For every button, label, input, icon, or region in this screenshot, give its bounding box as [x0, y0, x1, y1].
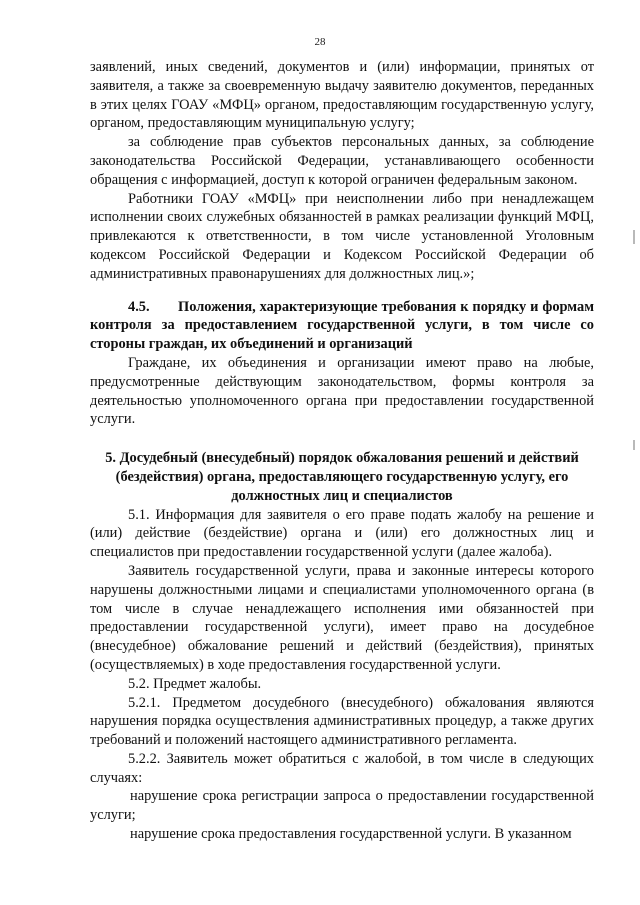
section-4-5-number: 4.5. [128, 298, 150, 315]
section-5-applicant: Заявитель государственной услуги, права и законные интересы которого нарушены должностными лицами и специалистами уполномоченного органа (в том числе в случае ненадлежащего исполнения ими обязанностей при предоставлении государственной услуги), имеет право на досудебное (внесудебное) обжалование решений и действий (бездействия), принятых (осуществляемых) в ходе предоставления государственной услуги. [90, 562, 594, 673]
document-body [90, 58, 594, 844]
section-5-2-1: 5.2.1. Предметом досудебного (внесудебного) обжалования являются нарушения порядка осуществления административных процедур, а также других требований и положений настоящего административного регламента. [90, 694, 594, 749]
page-number: 28 [314, 36, 326, 48]
section-4-5-title: Положения, характеризующие требования к порядку и формам контроля за предоставлением государственной услуги, в том числе со стороны граждан, их объединений и организаций [90, 298, 594, 353]
scan-artifact [633, 440, 635, 450]
list-item-deadline: нарушение срока предоставления государственной услуги. В указанном [130, 826, 572, 843]
section-4-5-heading [90, 298, 594, 354]
paragraph-mfc-workers: Работники ГОАУ «МФЦ» при неисполнении либо при ненадлежащем исполнении своих служебных обязанностей в рамках реализации функций МФЦ, привлекаются к ответственности, в том числе установленной Уголовным кодексом Российской Федерации и Кодексом Российской Федерации об административных правонарушениях для должностных лиц.»; [90, 190, 594, 282]
section-5-heading: 5. Досудебный (внесудебный) порядок обжалования решений и действий (бездействия) органа, предоставляющего государственную услугу, его должностных лиц и специалистов [105, 450, 579, 504]
section-4-5-text: Граждане, их объединения и организации имеют право на любые, предусмотренные действующим законодательством, формы контроля за деятельностью уполномоченного органа при предоставлении государственной услуги. [90, 354, 594, 428]
list-item-registration: нарушение срока регистрации запроса о предоставлении государственной услуги; [90, 788, 594, 824]
paragraph-continuation: заявлений, иных сведений, документов и (или) информации, принятых от заявителя, а также за своевременную выдачу заявителю документов, переданных в этих целях ГОАУ «МФЦ» органом, предоставляющим государственную услугу, органом, предоставляющим муниципальную услугу; [90, 59, 594, 132]
section-5-1: 5.1. Информация для заявителя о его праве подать жалобу на решение и (или) действие (бездействие) органа и (или) его должностных лиц и специалистов при предоставлении государственной услуги (далее жалоба). [90, 506, 594, 561]
paragraph-personal-data: за соблюдение прав субъектов персональных данных, за соблюдение законодательства Российской Федерации, устанавливающего особенности обращения с информацией, доступ к которой ограничен федеральным законом. [90, 134, 594, 188]
scan-artifact [633, 230, 635, 244]
section-5-2-2: 5.2.2. Заявитель может обратиться с жалобой, в том числе в следующих случаях: [90, 750, 594, 786]
section-5-2: 5.2. Предмет жалобы. [128, 675, 262, 692]
